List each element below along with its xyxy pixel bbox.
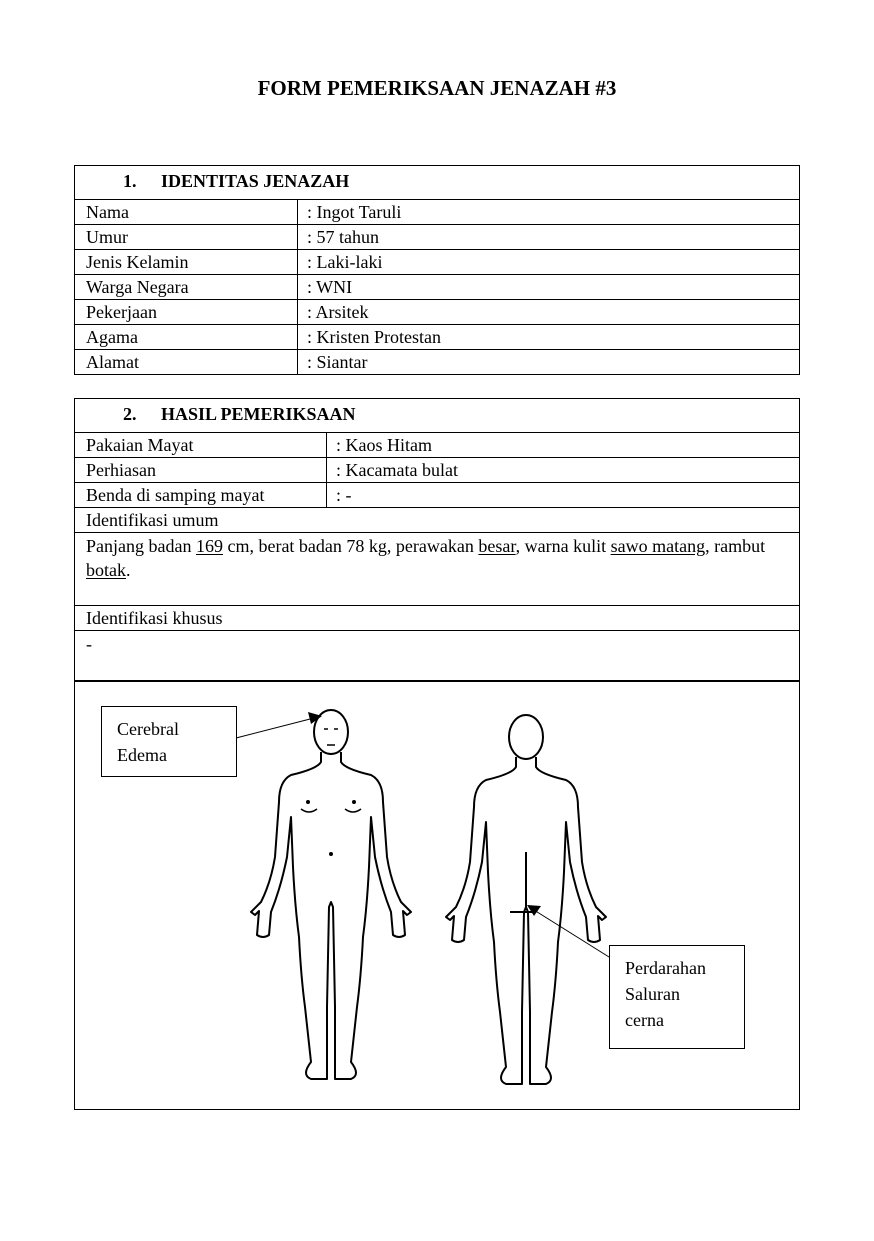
field-value: : Siantar: [307, 352, 368, 372]
front-body-figure: [251, 710, 411, 1079]
callout-arrow-1: [236, 712, 322, 738]
field-value: : Kacamata bulat: [336, 460, 458, 480]
field-label: Benda di samping mayat: [86, 485, 265, 505]
back-body-figure: [446, 715, 606, 1084]
identifikasi-khusus-text: -: [86, 634, 92, 654]
callout-text: Edema: [117, 745, 167, 765]
callout-text: Saluran: [625, 984, 680, 1004]
field-label: Warga Negara: [86, 277, 189, 297]
field-value: : Arsitek: [307, 302, 369, 322]
field-label: Perhiasan: [86, 460, 156, 480]
field-value: : Ingot Taruli: [307, 202, 402, 222]
field-label: Jenis Kelamin: [86, 252, 189, 272]
identifikasi-umum-label: Identifikasi umum: [86, 510, 219, 530]
callout-text: cerna: [625, 1010, 664, 1030]
section1-heading: 1. IDENTITAS JENAZAH: [123, 171, 350, 191]
field-value: : Kristen Protestan: [307, 327, 441, 347]
identifikasi-khusus-label: Identifikasi khusus: [86, 608, 223, 628]
field-value: : -: [336, 485, 352, 505]
callout-text: Cerebral: [117, 719, 179, 739]
callout-perdarahan: [609, 945, 745, 1049]
page-title: FORM PEMERIKSAAN JENAZAH #3: [257, 76, 617, 100]
callout-text: Perdarahan: [625, 958, 706, 978]
field-label: Pakaian Mayat: [86, 435, 194, 455]
field-label: Agama: [86, 327, 138, 347]
field-value: : WNI: [307, 277, 353, 297]
field-label: Umur: [86, 227, 128, 247]
callout-arrow-2: [527, 905, 609, 957]
field-label: Alamat: [86, 352, 139, 372]
callout-cerebral-edema: [101, 706, 237, 777]
field-value: : Kaos Hitam: [336, 435, 432, 455]
field-value: : Laki-laki: [307, 252, 383, 272]
identifikasi-umum-text: Panjang badan 169 cm, berat badan 78 kg, perawakan besar, warna kulit sawo matang, rambut botak.: [86, 536, 766, 580]
section2-heading: 2. HASIL PEMERIKSAAN: [123, 404, 356, 424]
field-label: Pekerjaan: [86, 302, 157, 322]
field-value: : 57 tahun: [307, 227, 379, 247]
field-label: Nama: [86, 202, 129, 222]
